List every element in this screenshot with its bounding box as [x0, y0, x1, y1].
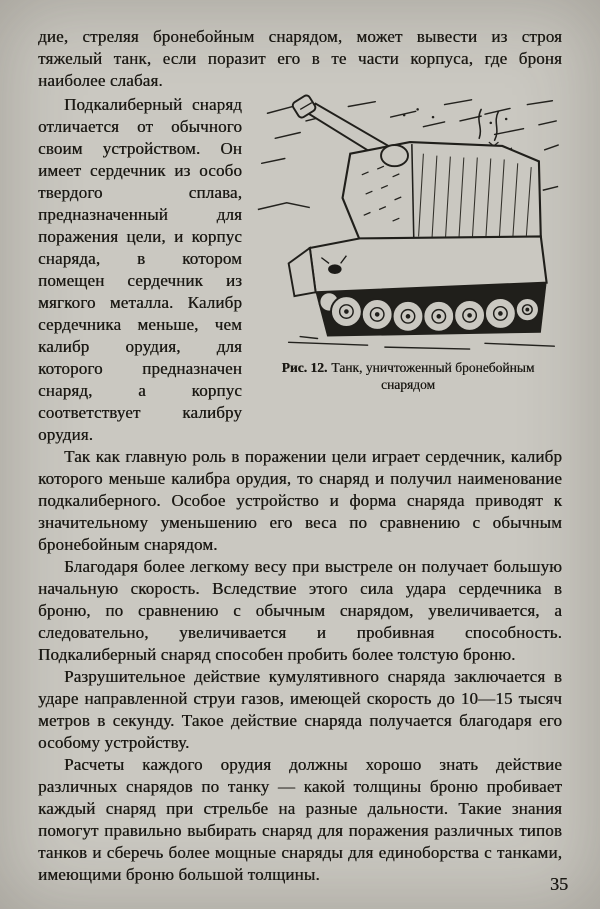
paragraph-cumulative-shell: Разрушительное действие кумулятивного снаряда заключается в ударе направленной струи газов, имеющей скорость до 10—15 тысяч метров в секунду. Такое действие снаряда получается благодаря его особому устройству. [38, 667, 562, 752]
paragraph-crew-knowledge: Расчеты каждого орудия должны хорошо знать действие различных снарядов по танку — какой толщины броню пробивает каждый снаряд при стрельбе на разные дальности. Такие знания помогут правильно выбирать снаряд для поражения различных типов танков и сберечь более мощные снаряды для единоборства с танками, имеющими броню большой толщины. [38, 755, 562, 884]
paragraph-muzzle-velocity: Благодаря более легкому весу при выстреле он получает большую начальную скорость. Вследствие этого сила удара сердечника в броню, по сравнению с обычным снарядом, увеличивается, а следовательно, увеличивается и пробивная способность. Подкалиберный снаряд способен пробить более толстую броню. [38, 557, 562, 664]
two-column-section [38, 94, 562, 446]
figure-caption-label: Рис. 12. [281, 359, 328, 375]
figure-caption-text: Танк, уничтоженный бронебойным снарядом [331, 359, 535, 392]
paragraph-left-column: Подкалиберный снаряд отличается от обычного своим устройством. Он имеет сердечник из особо твердого сплава, предназначенный для поражения цели, и корпус снаряда, в котором помещен сердечник из мягкого металла. Калибр сердечника меньше, чем калибр орудия, для которого предназначен снаряд, а корпус соответствует калибру орудия. [38, 95, 242, 444]
tank-drawing-svg [254, 94, 562, 354]
page-number: 35 [550, 874, 568, 894]
destroyed-tank-illustration [254, 94, 562, 354]
paragraph-subcaliber-naming: Так как главную роль в поражении цели играет сердечник, калибр которого меньше калибра орудия, то снаряд и получил наименование подкалиберного. Особое устройство и форма снаряда приводят к значительному уменьшению его веса по сравнению с обычным бронебойным снарядом. [38, 447, 562, 554]
figure-caption [254, 359, 562, 393]
figure-12 [254, 94, 562, 393]
paragraph-continuation: дие, стреляя бронебойным снарядом, может вывести из строя тяжелый танк, если поразит его в те части корпуса, где броня наиболее слабая. [38, 27, 562, 90]
